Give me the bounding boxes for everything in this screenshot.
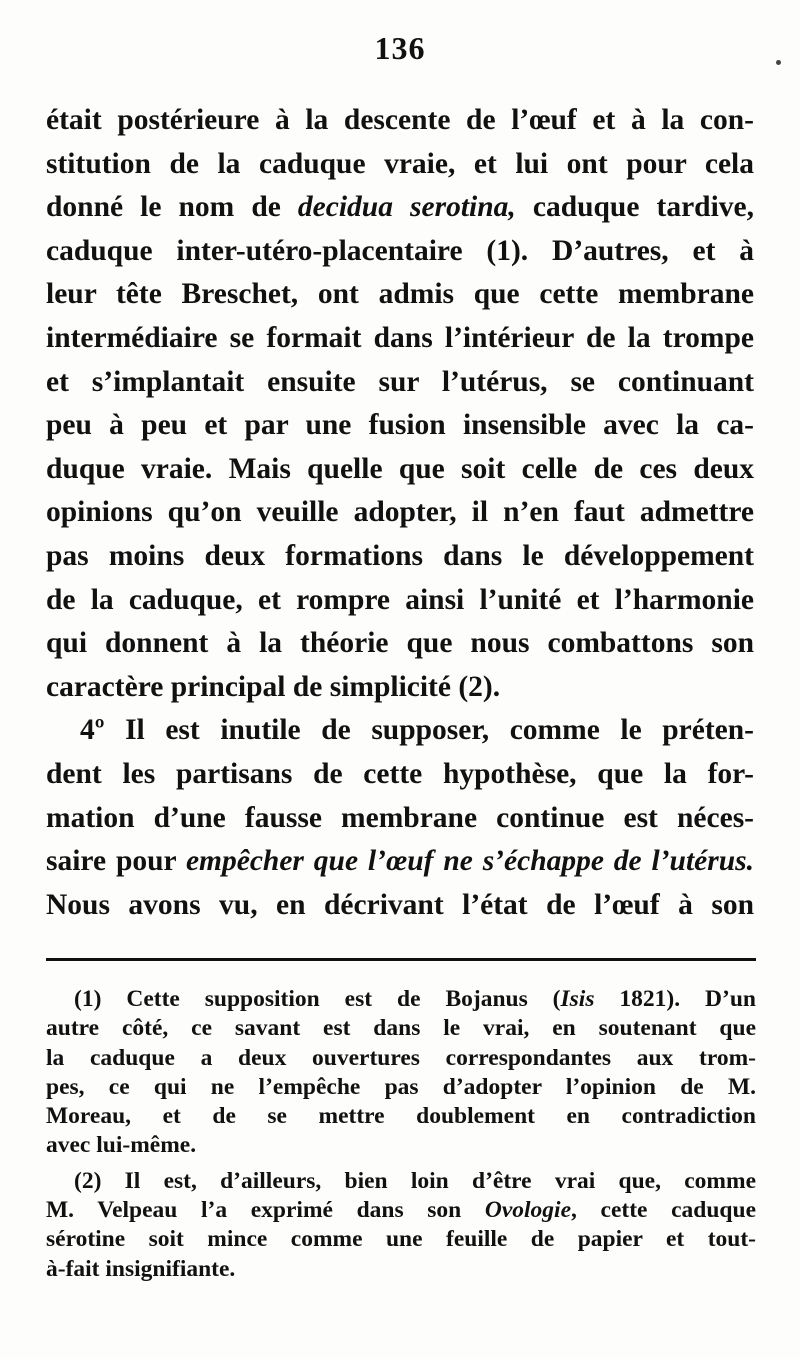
text-segment: duque vraie. Mais quelle que soit celle de ces deux — [46, 452, 754, 485]
text-line — [46, 709, 754, 753]
footnote-line — [46, 1044, 756, 1073]
text-segment: (1) Cette supposition est de Bojanus ( — [74, 986, 561, 1012]
text-segment: la caduque a deux ouvertures correspondantes aux trom- — [46, 1044, 756, 1071]
text-line — [46, 622, 754, 666]
text-segment: (2) Il est, d’ailleurs, bien loin d’être vrai que, comme — [74, 1167, 756, 1194]
text-segment: et s’implantait ensuite sur l’utérus, se continuant — [46, 365, 754, 398]
footnote-line — [46, 1131, 756, 1160]
footnote-line — [46, 1073, 756, 1102]
footnote-line — [46, 1255, 756, 1284]
text-segment: de la caduque, et rompre ainsi l’unité et l’harmonie — [46, 583, 754, 616]
italic-text: Ovologie — [484, 1197, 572, 1224]
text-line — [46, 535, 754, 579]
text-segment: Nous avons vu, en décrivant l’état de l’œuf à son — [46, 888, 754, 921]
italic-text: decidua serotina, — [297, 191, 516, 224]
text-segment: M. Velpeau l’a exprimé dans son — [46, 1197, 485, 1224]
text-line — [46, 404, 754, 448]
text-segment: peu à peu et par une fusion insensible avec la ca- — [46, 409, 754, 442]
text-segment: autre côté, ce savant est dans le vrai, en soutenant que — [46, 1015, 756, 1042]
text-segment: sérotine soit mince comme une feuille de papier et tout- — [46, 1226, 756, 1253]
text-segment: caduque inter-utéro-placentaire (1). D’autres, et à — [46, 234, 754, 267]
footnote-line — [46, 1102, 756, 1131]
text-segment: avec lui-même. — [46, 1132, 197, 1159]
text-segment: 4º Il est inutile de supposer, comme le préten- — [80, 714, 754, 747]
text-segment: Moreau, et de se mettre doublement en contradiction — [46, 1103, 756, 1130]
footnote-line — [46, 1014, 756, 1043]
text-line — [46, 99, 754, 143]
footnote-line — [46, 1167, 756, 1196]
text-segment: caduque tardive, — [515, 191, 754, 224]
text-segment: intermédiaire se formait dans l’intérieur de la trompe — [46, 321, 754, 354]
text-line — [46, 230, 754, 274]
text-line — [46, 579, 754, 623]
footnotes-block — [46, 985, 756, 1284]
text-segment: stitution de la caduque vraie, et lui ont pour cela — [46, 147, 754, 180]
text-line — [46, 884, 754, 928]
page-number: 136 — [374, 30, 426, 66]
text-segment: pes, ce qui ne l’empêche pas d’adopter l’opinion de M. — [46, 1073, 756, 1100]
text-segment: saire pour — [46, 845, 186, 878]
text-line — [46, 448, 754, 492]
text-segment: donné le nom de — [46, 191, 298, 224]
paper-speck — [776, 60, 781, 65]
text-line — [46, 753, 754, 797]
text-segment: leur tête Breschet, ont admis que cette membrane — [46, 278, 754, 311]
text-line — [46, 491, 754, 535]
footnote-line — [46, 985, 756, 1014]
italic-text: Isis — [560, 986, 595, 1012]
main-text-block — [46, 99, 754, 927]
footnote-separator-rule — [46, 958, 756, 961]
text-segment: pas moins deux formations dans le développement — [46, 539, 754, 572]
footnote-line — [46, 1196, 756, 1225]
text-line — [46, 361, 754, 405]
text-segment: , cette caduque — [571, 1197, 756, 1224]
text-line — [46, 797, 754, 841]
text-segment: opinions qu’on veuille adopter, il n’en faut admettre — [46, 496, 754, 529]
text-line — [46, 840, 754, 884]
text-segment: était postérieure à la descente de l’œuf et à la con- — [46, 104, 754, 136]
text-segment: 1821). D’un — [594, 986, 756, 1012]
text-line — [46, 186, 754, 230]
italic-text: empêcher que l’œuf ne s’échappe de l’utérus. — [185, 845, 754, 878]
text-line — [46, 273, 754, 317]
text-segment: à-fait insignifiante. — [46, 1255, 236, 1282]
text-segment: qui donnent à la théorie que nous combattons son — [46, 627, 754, 660]
text-line — [46, 143, 754, 187]
footnote-line — [46, 1225, 756, 1254]
text-line — [46, 666, 754, 710]
text-segment: mation d’une fausse membrane continue est néces- — [46, 801, 754, 834]
text-segment: caractère principal de simplicité (2). — [46, 670, 501, 703]
text-line — [46, 317, 754, 361]
text-segment: dent les partisans de cette hypothèse, que la for- — [46, 757, 754, 790]
